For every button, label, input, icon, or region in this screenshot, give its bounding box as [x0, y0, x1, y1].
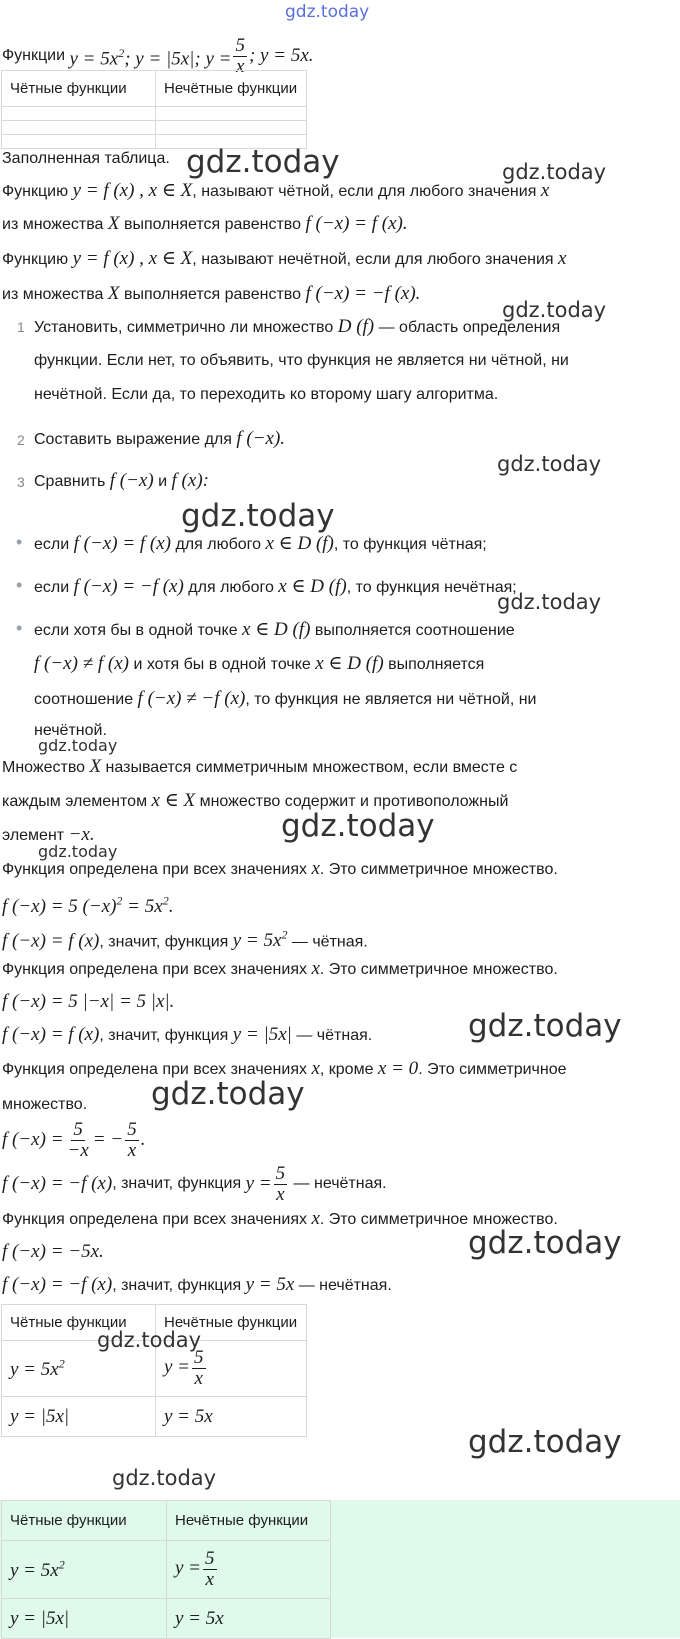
- sol4-domain: Функция определена при всех значениях x. Это симметричное множество.: [2, 1208, 558, 1229]
- def-even-line2: из множества X выполняется равенство f (−x) = f (x).: [2, 213, 408, 234]
- result-cell-even: $y = 5x^2$: [2, 1341, 156, 1397]
- table1-cell: [156, 107, 307, 121]
- bullet3-line1: если хотя бы в одной точке x ∈ D (f) выполняется соотношение: [34, 619, 515, 640]
- sol1-equation: f (−x) = 5 $(-x)^2 = 5x^2$.: [2, 894, 174, 918]
- sym-def-line3: элемент −x.: [2, 824, 95, 845]
- watermark: gdz.today: [502, 298, 607, 322]
- intro-fraction: $\frac{5}{x}$: [235, 34, 245, 77]
- sym-def-line1: Множество X называется симметричным множеством, если вместе с: [2, 756, 518, 777]
- sol2-equation: f (−x) = 5 |−x| = 5 |x|.: [2, 991, 175, 1012]
- def-odd-line1: Функцию y = f (x) , x ∈ X, называют нечётной, если для любого значения x: [2, 248, 567, 269]
- watermark: gdz.today: [38, 736, 118, 755]
- sol3-domain-line2: множество.: [2, 1096, 88, 1113]
- answer-cell-odd: y = 5x: [167, 1599, 331, 1639]
- step-number: 2: [17, 432, 25, 448]
- sol2-conclusion: f (−x) = f (x), значит, функция y = |5x| — чётная.: [2, 1024, 373, 1045]
- watermark: gdz.today: [38, 842, 118, 861]
- answer-table: [1, 1500, 331, 1639]
- result-cell-odd: y = $\frac{5}{x}$: [156, 1341, 307, 1397]
- def-odd-line2: из множества X выполняется равенство f (−x) = −f (x).: [2, 283, 421, 304]
- table1-header-even: Чётные функции: [2, 71, 156, 107]
- step-number: 1: [17, 319, 25, 335]
- intro-func-last: ; y = 5x.: [248, 45, 314, 66]
- intro-prefix: Функции: [2, 47, 66, 64]
- bullet-icon: •: [16, 575, 23, 595]
- watermark: gdz.today: [186, 144, 340, 180]
- watermark: gdz.today: [497, 590, 602, 614]
- result-table: [1, 1304, 307, 1437]
- table1-header-odd: Нечётные функции: [156, 71, 307, 107]
- bullet3-line3: соотношение f (−x) ≠ −f (x), то функция не является ни чётной, ни: [34, 688, 537, 709]
- sol1-domain: Функция определена при всех значениях x. Это симметричное множество.: [2, 858, 558, 879]
- sym-def-line2: каждым элементом x ∈ X множество содержит и противоположный: [2, 790, 509, 811]
- answer-cell-odd: y = $\frac{5}{x}$: [167, 1541, 331, 1599]
- answer-cell-even: $y = 5x^2$: [2, 1541, 167, 1599]
- result-cell-odd: y = 5x: [156, 1397, 307, 1437]
- bullet-icon: •: [16, 532, 23, 552]
- step3: Сравнить f (−x) и f (x):: [34, 470, 209, 491]
- step-number: 3: [17, 474, 25, 490]
- answer-header-odd: Нечётные функции: [167, 1501, 331, 1541]
- watermark: gdz.today: [502, 160, 607, 184]
- def-even-line1: Функцию y = f (x) , x ∈ X, называют чётной, если для любого значения x: [2, 180, 550, 201]
- bullet-icon: •: [16, 618, 23, 638]
- watermark: gdz.today: [97, 1328, 202, 1352]
- table1-cell: [156, 121, 307, 135]
- sol3-conclusion: f (−x) = −f (x) , значит, функция y = $\frac{5}{x}$ — нечётная.: [2, 1162, 387, 1205]
- sol4-equation: f (−x) = −5x.: [2, 1241, 104, 1262]
- watermark: gdz.today: [468, 1424, 622, 1460]
- bullet3-line2: f (−x) ≠ f (x) и хотя бы в одной точке x ∈ D (f) выполняется: [34, 653, 485, 674]
- empty-table: [1, 70, 307, 149]
- sol1-conclusion: f (−x) = f (x), значит, функция $y = 5x^2$ — чётная.: [2, 928, 368, 952]
- result-header-even: Чётные функции: [2, 1305, 156, 1341]
- sol3-domain-line1: Функция определена при всех значениях x, кроме x = 0. Это симметричное: [2, 1058, 567, 1079]
- watermark: gdz.today: [497, 452, 602, 476]
- table1-cell: [2, 121, 156, 135]
- answer-cell-even: y = |5x|: [2, 1599, 167, 1639]
- watermark: gdz.today: [112, 1466, 217, 1490]
- table1-cell: [2, 135, 156, 149]
- watermark: gdz.today: [181, 498, 335, 534]
- step1-line2: функции. Если нет, то объявить, что функция не является ни чётной, ни: [34, 352, 569, 369]
- result-cell-even: y = |5x|: [2, 1397, 156, 1437]
- step1-line1: Установить, симметрично ли множество D (f) — область определения: [34, 316, 561, 337]
- sol4-conclusion: f (−x) = −f (x), значит, функция y = 5x — нечётная.: [2, 1274, 392, 1295]
- bullet3-line4: нечётной.: [34, 722, 107, 739]
- table1-cell: [2, 107, 156, 121]
- sol3-equation: f (−x) = $\frac{5}{-x}$ = − $\frac{5}{x}$ .: [2, 1118, 146, 1161]
- result-header-odd: Нечётные функции: [156, 1305, 307, 1341]
- watermark: gdz.today: [151, 1076, 305, 1112]
- watermark: gdz.today: [468, 1008, 622, 1044]
- watermark: gdz.today: [468, 1225, 622, 1261]
- bullet1: если f (−x) = f (x) для любого x ∈ D (f), то функция чётная;: [34, 533, 487, 554]
- intro-func1: $y = 5x^2$; y = |5x|; y =: [69, 45, 232, 70]
- bullet2: если f (−x) = −f (x) для любого x ∈ D (f), то функция нечётная;: [34, 576, 517, 597]
- answer-header-even: Чётные функции: [2, 1501, 167, 1541]
- filled-note: Заполненная таблица.: [2, 150, 170, 167]
- watermark: gdz.today: [281, 808, 435, 844]
- step2: Составить выражение для f (−x).: [34, 428, 286, 449]
- watermark-top: gdz.today: [285, 2, 370, 22]
- sol2-domain: Функция определена при всех значениях x. Это симметричное множество.: [2, 958, 558, 979]
- step1-line3: нечётной. Если да, то переходить ко второму шагу алгоритма.: [34, 386, 499, 403]
